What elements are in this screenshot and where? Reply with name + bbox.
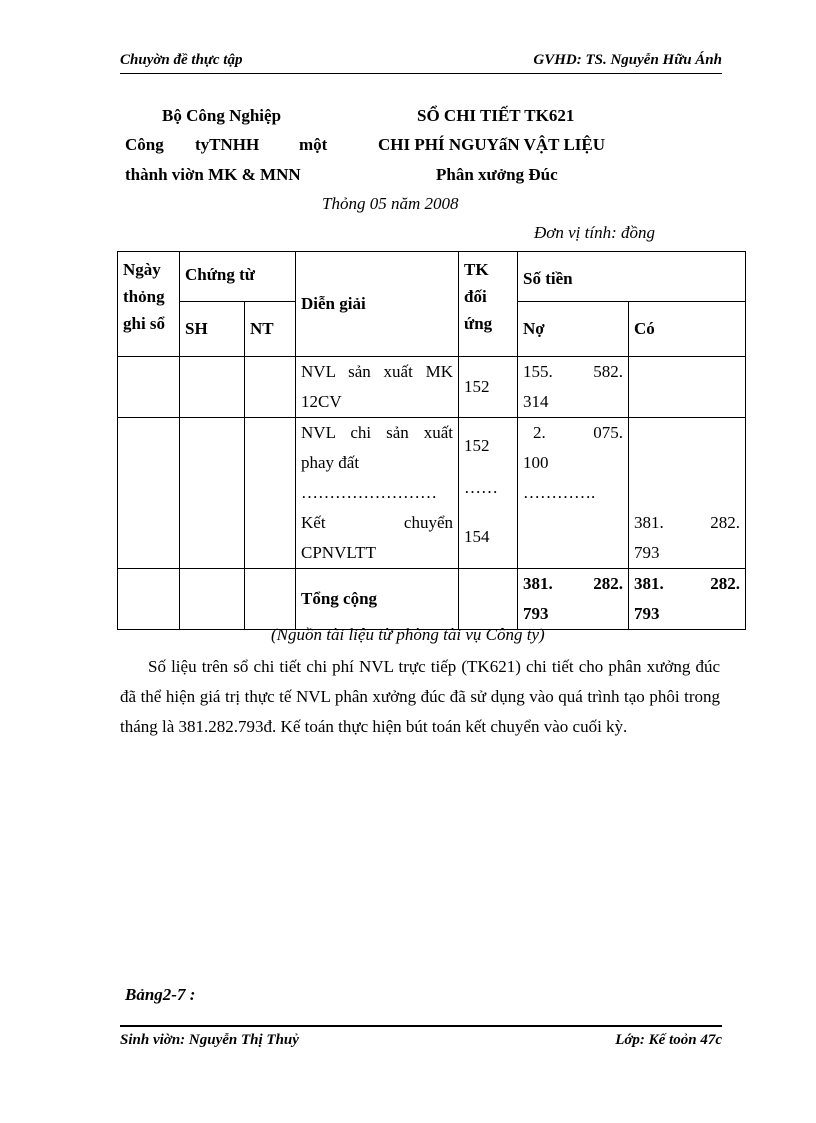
ledger-subtitle: CHI PHÍ NGUYấN VẬT LIỆU xyxy=(378,135,606,154)
row-credit: 381. 282. 793 xyxy=(629,418,746,569)
ellipsis-row: …………………… xyxy=(301,483,438,502)
org-name: Bộ Công Nghiệp xyxy=(162,106,282,125)
page-header xyxy=(120,52,722,74)
row-account: 152 …… 154 xyxy=(459,418,518,569)
org-line2a: Công xyxy=(125,135,164,154)
total-label: Tổng cộng xyxy=(296,569,459,630)
header-left: Chuyờn đề thực tập xyxy=(120,52,243,68)
total-debit: 381. 282. 793 xyxy=(518,569,629,630)
source-note: (Nguồn tài liệu từ phòng tài vụ Công ty) xyxy=(271,625,545,644)
row-debit: 2. 075. 100 …………. xyxy=(518,418,629,569)
row-description: NVL chi sản xuất phay đất …………………… Kết chuyển CPNVLTT xyxy=(296,418,459,569)
header-description: Diễn giải xyxy=(296,252,459,357)
org-line2b: tyTNHH xyxy=(195,135,260,154)
org-line2c: một xyxy=(299,135,328,154)
table-row xyxy=(118,357,746,418)
workshop-name: Phân xưởng Đúc xyxy=(436,165,558,184)
period: Thỏng 05 năm 2008 xyxy=(322,194,459,213)
page-footer xyxy=(120,1025,722,1049)
header-right: GVHD: TS. Nguyễn Hữu Ánh xyxy=(533,52,722,68)
header-amount: Số tiền xyxy=(518,252,746,302)
row-description: NVL sản xuất MK 12CV xyxy=(296,357,459,418)
header-date: Ngày thỏng ghi sổ xyxy=(118,252,180,357)
row-debit: 155. 582. 314 xyxy=(518,357,629,418)
unit-label: Đơn vị tính: đồng xyxy=(534,223,655,242)
footer-right: Lớp: Kế toỏn 47c xyxy=(615,1032,722,1048)
header-debit: Nợ xyxy=(518,302,629,357)
ledger-table xyxy=(117,251,746,630)
header-credit: Có xyxy=(629,302,746,357)
table-label: Bảng2-7 : xyxy=(125,985,196,1004)
row-account: 152 xyxy=(459,357,518,418)
header-sh: SH xyxy=(180,302,245,357)
table-row xyxy=(118,418,746,569)
footer-left: Sinh viờn: Nguyễn Thị Thuỷ xyxy=(120,1032,299,1048)
header-voucher: Chứng từ xyxy=(180,252,296,302)
ledger-title: SỔ CHI TIẾT TK621 xyxy=(417,106,575,125)
org-line3: thành viờn MK & MNN xyxy=(125,165,301,184)
total-credit: 381. 282. 793 xyxy=(629,569,746,630)
header-nt: NT xyxy=(245,302,296,357)
body-paragraph: Số liệu trên sổ chi tiết chi phí NVL trực tiếp (TK621) chi tiết cho phân xưởng đúc đã thể hiện giá trị thực tế NVL phân xưởng đúc đã sử dụng vào quá trình tạo phôi trong tháng là 381.282.793đ. Kế toán thực hiện bút toán kết chuyển vào cuối kỳ. xyxy=(120,657,720,736)
header-account: TK đối ứng xyxy=(459,252,518,357)
total-row xyxy=(118,569,746,630)
